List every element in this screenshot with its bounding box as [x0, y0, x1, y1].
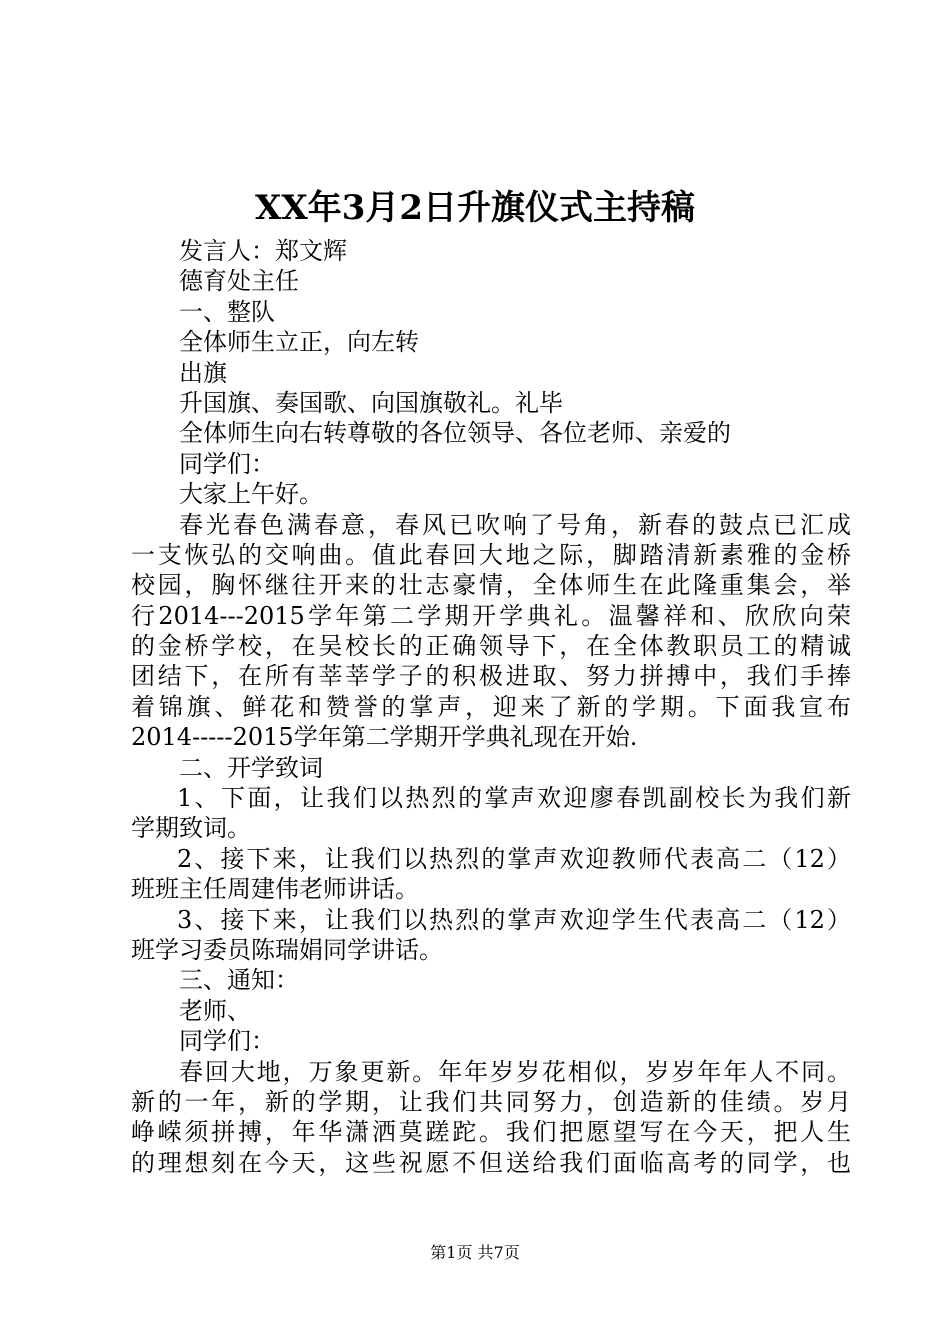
list-item-line: 学期致词。: [131, 814, 251, 843]
speaker-line: 发言人：郑文辉: [179, 237, 347, 265]
section-heading: 一、整队: [179, 297, 275, 326]
text-line: 全体师生立正，向左转: [179, 328, 419, 357]
paragraph-line: 的金桥学校，在吴校长的正确领导下，在全体教职员工的精诚: [131, 632, 851, 661]
paragraph-line: 新的一年，新的学期，让我们共同努力，创造新的佳绩。岁月: [131, 1087, 851, 1116]
paragraph-line: 行2014---2015学年第二学期开学典礼。温馨祥和、欣欣向荣: [131, 601, 851, 630]
paragraph-line: 校园，胸怀继往开来的壮志豪情，全体师生在此隆重集会，举: [131, 571, 851, 600]
list-item-line: 2、接下来，让我们以热烈的掌声欢迎教师代表高二（12）: [177, 844, 851, 873]
paragraph-line: 一支恢弘的交响曲。值此春回大地之际，脚踏清新素雅的金桥: [131, 540, 851, 569]
document-body: [131, 236, 851, 1178]
list-item-line: 1、下面，让我们以热烈的掌声欢迎廖春凯副校长为我们新: [177, 784, 851, 813]
text-line: 同学们：: [179, 1027, 275, 1056]
list-item-line: 班班主任周建伟老师讲话。: [131, 875, 419, 904]
text-line: 升国旗、奏国歌、向国旗敬礼。礼毕: [179, 388, 563, 417]
speaker-role-line: 德育处主任: [179, 267, 299, 296]
list-item-line: 3、接下来，让我们以热烈的掌声欢迎学生代表高二（12）: [177, 905, 851, 934]
paragraph-line: 峥嵘须拼搏，年华潇洒莫蹉跎。我们把愿望写在今天，把人生: [131, 1118, 851, 1147]
paragraph-line: 2014-----2015学年第二学期开学典礼现在开始.: [131, 723, 638, 752]
paragraph-line: 春光春色满春意，春风已吹响了号角，新春的鼓点已汇成: [179, 510, 851, 539]
text-line: 老师、: [179, 996, 251, 1025]
section-heading: 二、开学致词: [179, 753, 323, 782]
document-title: XX年3月2日升旗仪式主持稿: [254, 188, 696, 228]
list-item-line: 班学习委员陈瑞娟同学讲话。: [131, 935, 443, 964]
section-heading: 三、通知：: [179, 966, 299, 995]
paragraph-line: 春回大地，万象更新。年年岁岁花相似，岁岁年年人不同。: [179, 1057, 851, 1086]
text-line: 出旗: [179, 358, 227, 387]
paragraph-line: 着锦旗、鲜花和赞誉的掌声，迎来了新的学期。下面我宣布: [131, 692, 851, 721]
paragraph-line: 团结下，在所有莘莘学子的积极进取、努力拼搏中，我们手捧: [131, 662, 851, 691]
text-line: 同学们：: [179, 449, 275, 478]
page-footer: 第1页 共7页: [430, 1243, 520, 1262]
text-line: 全体师生向右转尊敬的各位领导、各位老师、亲爱的: [179, 419, 731, 448]
paragraph-line: 的理想刻在今天，这些祝愿不但送给我们面临高考的同学，也: [131, 1148, 851, 1177]
text-line: 大家上午好。: [179, 480, 323, 509]
